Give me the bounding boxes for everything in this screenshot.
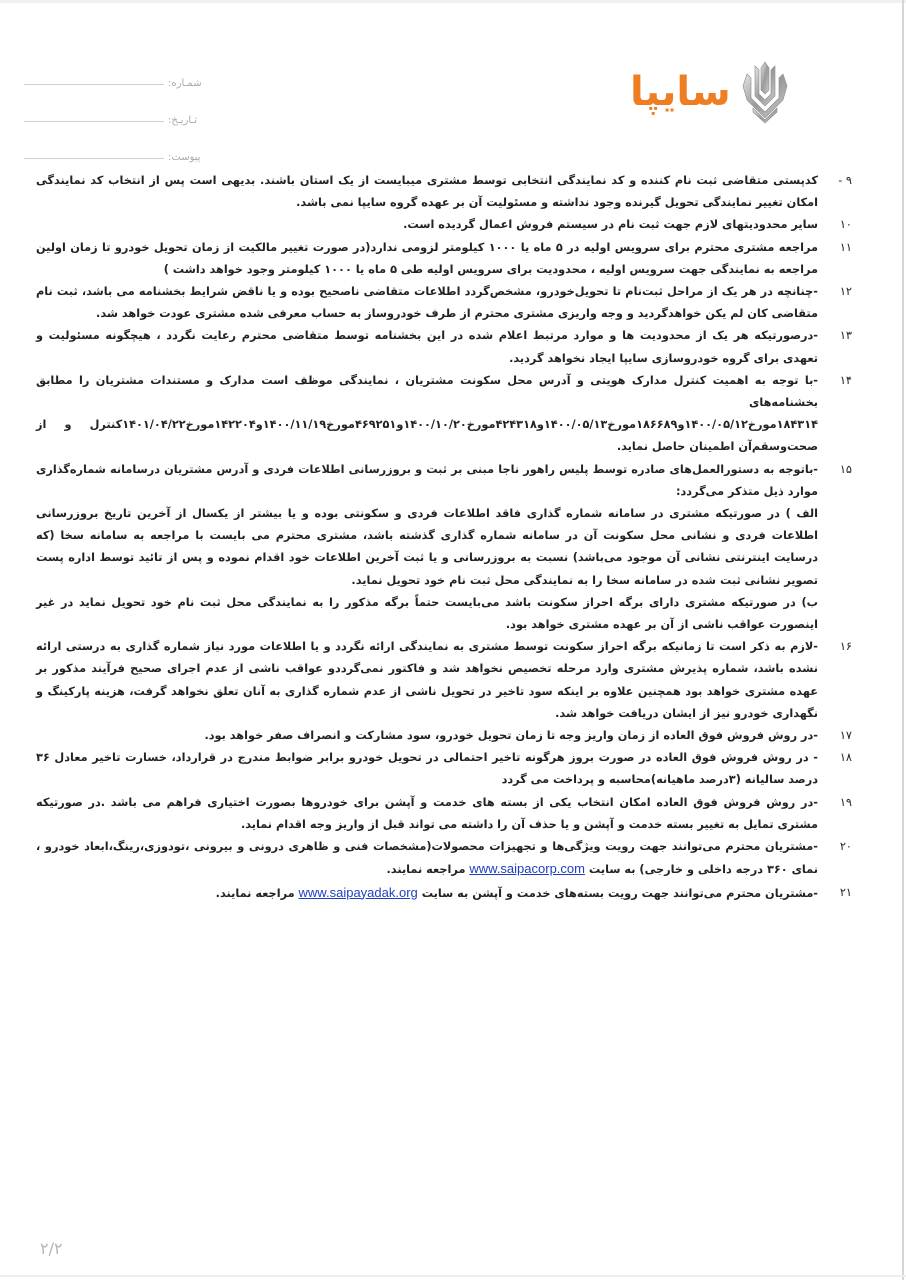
saipacorp-link[interactable]: www.saipacorp.com — [469, 861, 585, 877]
sub-label: الف ) — [785, 507, 818, 521]
page-edge-top — [0, 0, 906, 3]
meta-attachment-row — [24, 126, 224, 163]
meta-attachment-line — [24, 158, 164, 159]
page-number: ۲/۲ — [40, 1239, 63, 1258]
clause-number: ۱۴ — [839, 373, 852, 387]
clause-15-sub-a — [36, 503, 818, 592]
clause-17 — [36, 725, 852, 747]
meta-number-label: شمـاره: — [168, 78, 202, 89]
clause-11 — [36, 237, 852, 281]
clause-text-before: -مشتریان محترم می‌توانند جهت رویت بسته‌های خدمت و آپشن به سایت — [417, 886, 818, 900]
clause-number: ۱۰ — [839, 218, 852, 232]
logo-wordmark: سایپا — [630, 69, 731, 115]
clause-text: -درصورتیکه هر یک از محدودیت ها و موارد مرتبط اعلام شده در این بخشنامه توسط متقاضی محترم رعایت نگردد ، هیچگونه مسئولیت و تعهدی برای گروه خودروسازی سایپا ایجاد نخواهد گردید. — [36, 329, 818, 365]
clause-text-after: مراجعه نمایند. — [215, 886, 299, 900]
clause-text: مراجعه مشتری محترم برای سرویس اولیه در ۵ ماه یا ۱۰۰۰ کیلومتر لزومی ندارد(در صورت تغییر مالکیت از زمان تحویل خودرو تا زمان اولین مراجعه به نمایندگی جهت سرویس اولیه ، محدودیت برای سرویس اولیه طی ۵ ماه یا ۱۰۰۰ کیلومتر وجود خواهد داشت ) — [36, 240, 818, 276]
clause-text-after: مراجعه نمایند. — [386, 863, 470, 877]
clause-18 — [36, 747, 852, 791]
sub-label: ب) — [801, 595, 819, 609]
clause-number: ۱۷ — [839, 729, 852, 743]
saipayadak-link[interactable]: www.saipayadak.org — [298, 884, 418, 900]
meta-date-line — [24, 121, 164, 122]
clause-14 — [36, 370, 852, 459]
clause-15 — [36, 459, 852, 637]
meta-attachment-label: پیوست: — [168, 152, 201, 163]
clause-text: -در روش فروش فوق العاده امکان انتخاب یکی از بسته های خدمت و آپشن برای خودروها بصورت اختیاری فراهم می باشد .در صورتیکه مشتری تمایل به تغییر بسته خدمت و آپشن و یا حذف آن را داشته می تواند قبل از واریز وجه اقدام نماید. — [36, 795, 818, 831]
document-body — [36, 170, 852, 905]
clause-number: ۲۰ — [839, 840, 852, 854]
clause-text: کدپستی متقاضی ثبت نام کننده و کد نمایندگی انتخابی توسط مشتری میبایست از یک استان باشند. بدیهی است پس از انتخاب کد نمایندگی امکان تغییر نمایندگی تحویل گیرنده وجود نداشته و مسئولیت آن بر عهده گروه سایپا نمی باشد. — [36, 174, 818, 210]
meta-number-row — [24, 52, 224, 89]
clause-number: ۱۶ — [839, 640, 852, 654]
clause-13 — [36, 325, 852, 369]
clause-number: ۹ - — [838, 174, 852, 187]
page-edge-right — [902, 0, 904, 1280]
clause-text — [36, 836, 818, 881]
clause-text: -لازم به ذکر است تا زمانیکه برگه احراز سکونت توسط مشتری به نمایندگی ارائه نگردد و یا اطلاعات مورد نیاز شماره گذاری به درستی ارائه نشده باشد، شماره پذیرش مشتری وارد مرحله تخصیص نخواهد شد و فاکتور نمی‌گرددو عواقب ناشی از عدم اجرای صحیح فرآیند مذکور بر عهده مشتری خواهد بود همچنین علاوه بر اینکه سود تاخیر در تحویل ناشی از عدم شماره گذاری به آنان تعلق نخواهد گرفت، هزینه پارکینگ و نگهداری خودرو نیز از ایشان دریافت خواهد شد. — [36, 640, 818, 720]
sub-text: در صورتیکه مشتری در سامانه شماره گذاری فاقد اطلاعات فردی و سکونتی بوده و یا بیشتر از یکسال از آخرین تاریخ بروزرسانی اطلاعات فردی و نشانی محل سکونت آن در سامانه شماره گذاری گذشته باشد، مشتری محترم می بایست با مراجعه به سامانه سخا (که درسایت اینترنتی نشانی آن موجود می‌باشد) نسبت به بروزرسانی و یا ثبت آخرین اطلاعات خود اقدام نموده و پس از تائید توسط اداره پست تصویر نشانی ثبت شده در سامانه سخا را به نمایندگی محل ثبت نام خود تحویل نماید. — [36, 507, 818, 587]
clause-number: ۱۱ — [839, 240, 852, 254]
clause-12 — [36, 281, 852, 325]
clause-9 — [36, 170, 852, 214]
clause-text: -در روش فروش فوق العاده از زمان واریز وجه تا زمان تحویل خودرو، سود مشارکت و انصراف صفر خواهد بود. — [204, 729, 818, 743]
clause-text: سایر محدودیتهای لازم جهت ثبت نام در سیستم فروش اعمال گردیده است. — [403, 218, 818, 232]
clause-number: ۱۸ — [839, 751, 852, 765]
clause-number: ۱۵ — [839, 462, 852, 476]
clause-15-sub-b — [36, 592, 818, 636]
clause-text: -باتوجه به دستورالعمل‌های صادره توسط پلیس راهور ناجا مبنی بر ثبت و بروزرسانی اطلاعات فردی و آدرس مشتریان درسامانه شماره‌گذاری موارد ذیل متذکر می‌گردد: — [36, 462, 818, 498]
meta-number-line — [24, 84, 164, 85]
clause-text: - در روش فروش فوق العاده در صورت بروز هرگونه تاخیر احتمالی در تحویل خودرو برابر ضوابط مندرج در قرارداد، خسارت تاخیر معادل ۳۶ درصد سالیانه (۳درصد ماهیانه)محاسبه و پرداخت می گردد — [36, 751, 818, 787]
saipa-emblem-icon — [739, 60, 791, 124]
meta-date-label: تـاریـخ: — [168, 115, 198, 126]
letter-meta-fields — [24, 52, 224, 163]
clause-text-before: -مشتریان محترم می‌توانند جهت رویت ویژگی‌ها و تجهیزات محصولات(مشخصات فنی و ظاهری درونی و بیرونی ،تودوزی،رینگ،ابعاد خودرو ، نمای ۳۶۰ درجه داخلی و خارجی) به سایت — [36, 840, 818, 877]
clause-text — [36, 882, 818, 905]
clause-21 — [36, 882, 852, 905]
meta-date-row — [24, 89, 224, 126]
sub-text: در صورتیکه مشتری دارای برگه احراز سکونت باشد می‌بایست حتماً برگه مذکور را به نمایندگی محل ثبت نام خود تحویل نماید در غیر اینصورت عواقب ناشی از آن بر عهده مشتری خواهد بود. — [36, 595, 818, 632]
clause-number: ۱۹ — [839, 795, 852, 809]
clause-20 — [36, 836, 852, 881]
clause-10 — [36, 214, 852, 236]
clause-19 — [36, 792, 852, 836]
saipa-logo — [630, 58, 830, 126]
clause-text: -با توجه به اهمیت کنترل مدارک هویتی و آدرس محل سکونت مشتریان ، نمایندگی موظف است مدارک و مستندات مشتریان را مطابق بخشنامه‌های ۱۸۴۳۱۴مورخ۱۴۰۰/۰۵/۱۲و۱۸۶۶۸۹مورخ۱۴۰۰/۰۵/۱۳و۴۲۴۳۱۸مورخ۱۴۰۰/۱۰/۲۰و۴۶۹۲۵۱مورخ۱۴۰۰/۱۱/۱۹و۱۴۲۲۰۴مورخ۱۴۰۱/۰۴/۲۲کنترل و از صحت‌وسقم‌آن اطمینان حاصل نماید. — [36, 373, 818, 454]
clause-number: ۱۳ — [839, 329, 852, 343]
clause-16 — [36, 636, 852, 725]
clause-number: ۱۲ — [839, 285, 852, 299]
clause-number: ۲۱ — [839, 885, 852, 899]
page-edge-bottom — [0, 1275, 906, 1277]
clause-text: -چنانچه در هر یک از مراحل ثبت‌نام تا تحویل‌خودرو، مشخص‌گردد اطلاعات متقاضی ناصحیح بوده و یا ناقض شرایط بخشنامه می باشد، ثبت نام متقاضی کان لم یکن خواهدگردید و وجه واریزی مشتری محترم از طرف خودروساز به حساب معرفی شده مشتری عودت خواهد شد. — [36, 285, 818, 321]
